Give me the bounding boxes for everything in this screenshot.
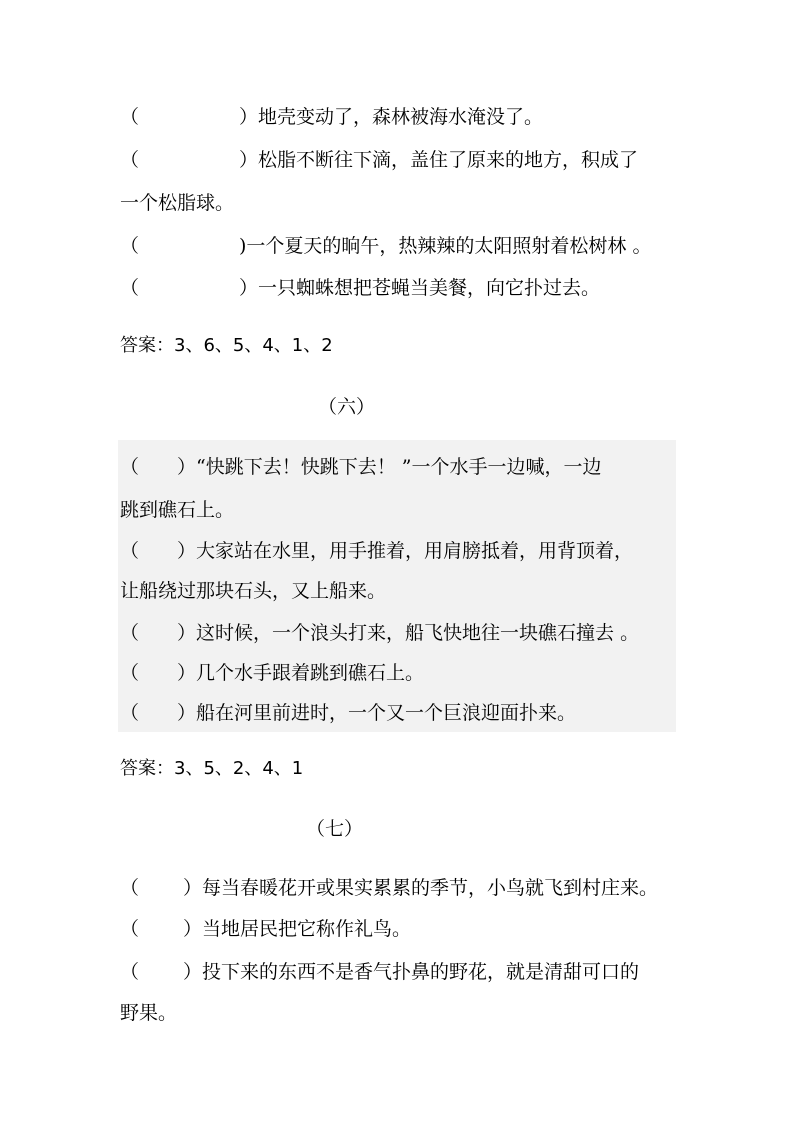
item-line xyxy=(120,620,639,646)
item-line xyxy=(120,147,638,173)
close-paren: ） xyxy=(239,277,259,299)
item-line-continued: 跳到礁石上。 xyxy=(120,499,235,521)
open-paren: （ xyxy=(120,149,140,171)
item-text: 几个水手跟着跳到礁石上。 xyxy=(196,662,425,684)
section-heading-7: （七） xyxy=(306,818,364,840)
item-line xyxy=(120,538,633,564)
item-line-continued: 让船绕过那块石头，又上船来。 xyxy=(120,580,387,602)
open-paren: （ xyxy=(120,877,140,899)
item-text: 一只蜘蛛想把苍蝇当美餐，向它扑过去。 xyxy=(258,277,601,299)
item-line xyxy=(120,959,639,985)
close-paren: ） xyxy=(177,662,197,684)
item-text: 这时候，一个浪头打来，船飞快地往一块礁石撞去 。 xyxy=(196,622,640,644)
open-paren: （ xyxy=(120,918,140,940)
item-line xyxy=(120,875,658,901)
open-paren: （ xyxy=(120,702,140,724)
item-text: 每当春暖花开或果实累累的季节，小鸟就飞到村庄来。 xyxy=(202,877,659,899)
answer-6: 答案：3、5、2、4、1 xyxy=(120,758,304,779)
item-text: 投下来的东西不是香气扑鼻的野花，就是清甜可口的 xyxy=(202,961,640,983)
open-paren: （ xyxy=(120,456,140,478)
close-paren: ） xyxy=(177,456,197,478)
section-heading-6: （六） xyxy=(318,396,376,418)
close-paren: ） xyxy=(183,961,203,983)
item-line-continued: 一个松脂球。 xyxy=(120,192,235,214)
close-paren: ） xyxy=(239,106,259,128)
item-text: 大家站在水里，用手推着，用肩膀抵着，用背顶着， xyxy=(196,540,634,562)
item-text: “快跳下去！快跳下去！ ”一个水手一边喊，一边 xyxy=(196,456,602,478)
open-paren: （ xyxy=(120,277,140,299)
item-text: 当地居民把它称作礼鸟。 xyxy=(202,918,412,940)
open-paren: （ xyxy=(120,235,140,257)
open-paren: （ xyxy=(120,106,140,128)
item-line xyxy=(120,916,411,942)
item-line xyxy=(120,454,602,480)
close-paren: ） xyxy=(177,702,197,724)
answer-5: 答案：3、6、5、4、1、2 xyxy=(120,335,333,356)
open-paren: （ xyxy=(120,540,140,562)
item-line xyxy=(120,700,576,726)
item-line xyxy=(120,233,651,259)
close-paren: ） xyxy=(239,149,259,171)
close-paren: ） xyxy=(177,540,197,562)
item-line xyxy=(120,660,424,686)
close-paren: ） xyxy=(177,622,197,644)
open-paren: （ xyxy=(120,622,140,644)
item-text: 地壳变动了，森林被海水淹没了。 xyxy=(258,106,544,128)
item-line xyxy=(120,104,543,130)
item-text: )一个夏天的晌午，热辣辣的太阳照射着松树林 。 xyxy=(239,235,652,257)
item-line-continued: 野果。 xyxy=(120,1002,178,1024)
close-paren: ） xyxy=(183,918,203,940)
item-line xyxy=(120,275,600,301)
close-paren: ） xyxy=(183,877,203,899)
open-paren: （ xyxy=(120,662,140,684)
item-text: 船在河里前进时，一个又一个巨浪迎面扑来。 xyxy=(196,702,577,724)
open-paren: （ xyxy=(120,961,140,983)
item-text: 松脂不断往下滴，盖住了原来的地方，积成了 xyxy=(258,149,639,171)
